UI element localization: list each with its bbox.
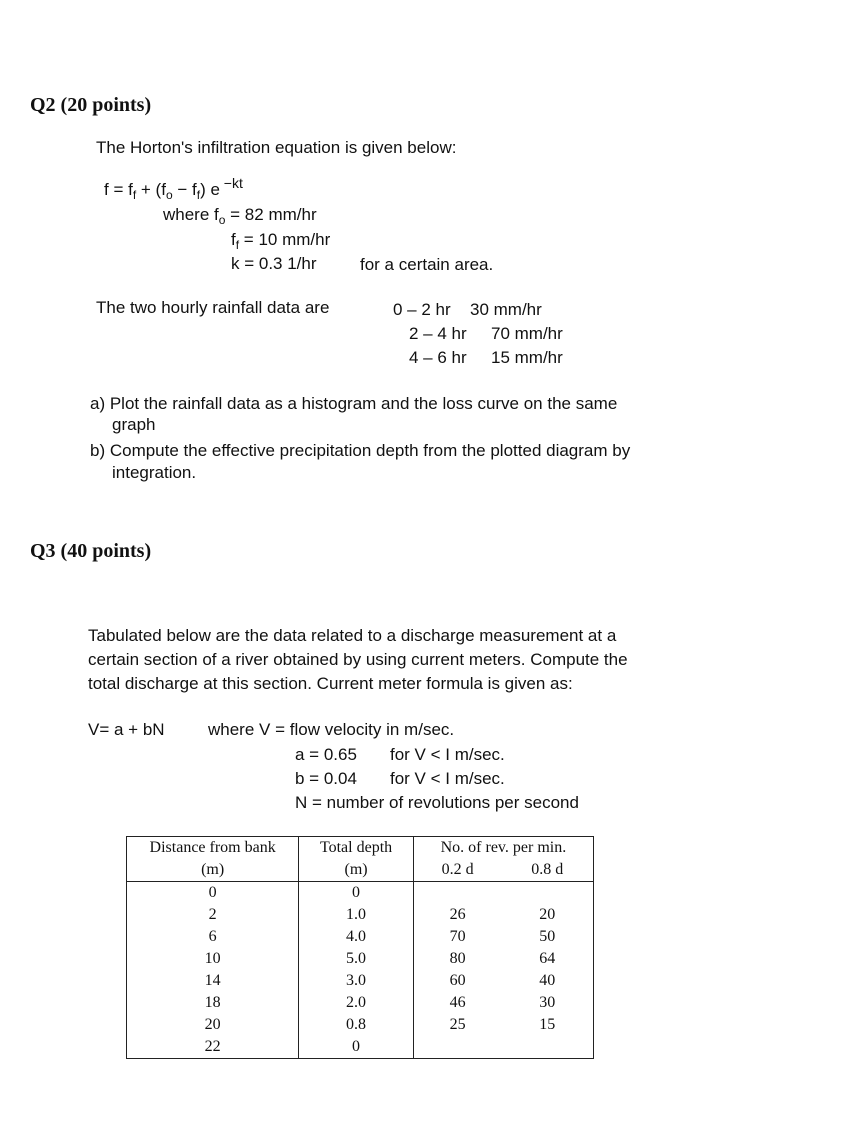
horton-equation [104, 175, 243, 202]
table-row [127, 948, 594, 970]
q3-heading: Q3 (40 points) [30, 540, 152, 562]
cell-depth: 0.8 [299, 1014, 414, 1036]
part-b: b) Compute the effective precipitation depth from the plotted diagram by [90, 441, 631, 460]
q2-heading: Q2 (20 points) [30, 94, 152, 116]
cell-rev-08d: 50 [539, 928, 556, 945]
col-depth-header: Total depth [299, 837, 414, 860]
table-row [127, 904, 594, 926]
cell-distance: 6 [127, 926, 299, 948]
a-value: a = 0.65 [295, 745, 357, 764]
col-revolutions-header: No. of rev. per min. [440, 839, 567, 856]
cell-rev-02d: 46 [449, 994, 466, 1011]
cell-distance: 18 [127, 992, 299, 1014]
col-distance-header: Distance from bank [127, 837, 299, 860]
eq-part: ) e [200, 180, 220, 199]
cell-distance: 2 [127, 904, 299, 926]
col-depth-unit: (m) [299, 859, 414, 882]
cell-rev-08d: 40 [539, 972, 556, 989]
area-note: for a certain area. [360, 255, 494, 274]
ff-value: = 10 mm/hr [239, 230, 331, 249]
q3-paragraph-line: Tabulated below are the data related to a discharge measurement at a [88, 626, 617, 645]
ff-label: f [231, 230, 236, 249]
fo-definition [163, 205, 317, 225]
rainfall-interval: 2 – 4 hr [409, 324, 467, 343]
cell-depth: 5.0 [299, 948, 414, 970]
cell-distance: 10 [127, 948, 299, 970]
col-08d-header: 0.8 d [501, 859, 593, 882]
b-value: b = 0.04 [295, 769, 357, 788]
cell-rev-08d: 20 [539, 906, 556, 923]
cell-rev-08d: 30 [539, 994, 556, 1011]
b-condition: for V < I m/sec. [390, 769, 505, 788]
q2-intro: The Horton's infiltration equation is given below: [96, 138, 457, 157]
cell-depth: 3.0 [299, 970, 414, 992]
cell-rev-08d: 15 [539, 1016, 556, 1033]
eq-sub: o [165, 188, 173, 202]
table-row [127, 926, 594, 948]
rainfall-rate: 30 mm/hr [470, 300, 542, 319]
eq-sub: f [196, 188, 201, 202]
eq-sub: f [132, 188, 137, 202]
rainfall-label: The two hourly rainfall data are [96, 298, 330, 317]
table-row [127, 1014, 594, 1036]
cell-distance: 14 [127, 970, 299, 992]
table-header-row [127, 837, 594, 860]
rainfall-rate: 15 mm/hr [491, 348, 563, 367]
rainfall-rate: 70 mm/hr [491, 324, 563, 343]
cell-distance: 20 [127, 1014, 299, 1036]
col-02d-header: 0.2 d [413, 859, 501, 882]
col-distance-unit: (m) [127, 859, 299, 882]
eq-part: − f [172, 180, 197, 199]
cell-depth: 2.0 [299, 992, 414, 1014]
cell-rev-02d [413, 882, 501, 905]
cell-rev-02d: 80 [449, 950, 466, 967]
ff-sub: f [235, 238, 240, 252]
table-row [127, 992, 594, 1014]
cell-depth: 0 [299, 882, 414, 905]
cell-rev-08d: 64 [539, 950, 556, 967]
v-definition: where V = flow velocity in m/sec. [208, 720, 455, 739]
n-definition: N = number of revolutions per second [295, 793, 579, 812]
part-a-cont: graph [112, 415, 156, 434]
rainfall-interval: 4 – 6 hr [409, 348, 467, 367]
cell-rev-02d: 60 [449, 972, 466, 989]
cell-depth: 1.0 [299, 904, 414, 926]
cell-rev-02d: 25 [449, 1016, 466, 1033]
q3-paragraph-line: total discharge at this section. Current meter formula is given as: [88, 674, 573, 693]
where-label: where f [163, 205, 219, 224]
cell-rev-02d: 26 [449, 906, 466, 923]
cell-depth: 0 [299, 1036, 414, 1059]
table-row [127, 882, 594, 905]
q3-paragraph-line: certain section of a river obtained by using current meters. Compute the [88, 650, 628, 669]
discharge-table [126, 836, 594, 1059]
cell-distance: 22 [127, 1036, 299, 1059]
cell-rev-08d [501, 882, 593, 905]
rainfall-interval: 0 – 2 hr [393, 300, 451, 319]
part-b-cont: integration. [112, 463, 197, 482]
cell-rev-02d [413, 1036, 501, 1059]
eq-part: f = f [104, 180, 133, 199]
fo-value: = 82 mm/hr [225, 205, 317, 224]
current-meter-formula: V= a + bN [88, 720, 165, 739]
a-condition: for V < I m/sec. [390, 745, 505, 764]
eq-exponent: −kt [219, 175, 243, 191]
table-row [127, 970, 594, 992]
part-a: a) Plot the rainfall data as a histogram and the loss curve on the same [90, 394, 618, 413]
table-row [127, 1036, 594, 1059]
table-subheader-row [127, 859, 594, 882]
ff-definition [231, 230, 330, 250]
cell-rev-08d [501, 1036, 593, 1059]
cell-distance: 0 [127, 882, 299, 905]
cell-rev-02d: 70 [449, 928, 466, 945]
k-definition: k = 0.3 1/hr [231, 254, 317, 273]
eq-part: + (f [136, 180, 166, 199]
cell-depth: 4.0 [299, 926, 414, 948]
fo-sub: o [218, 213, 226, 227]
